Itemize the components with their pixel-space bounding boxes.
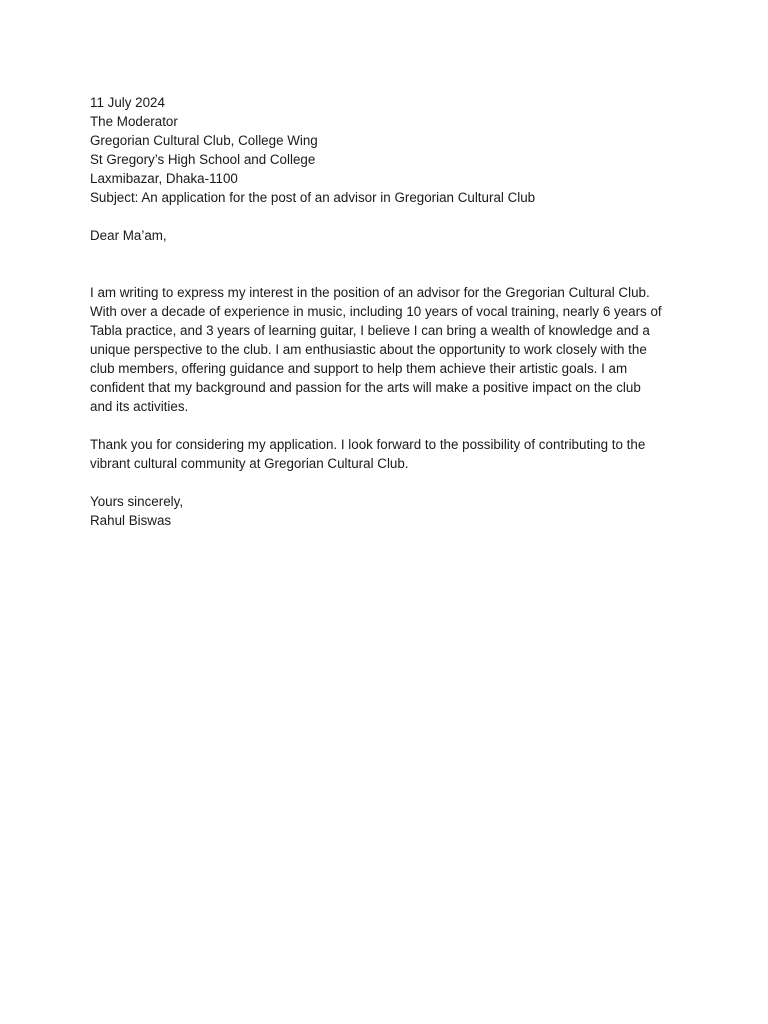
paragraph-line: With over a decade of experience in music, including 10 years of vocal training, nearly 6 years of (90, 304, 662, 319)
signature-name: Rahul Biswas (90, 513, 172, 528)
letter-closing (90, 492, 690, 530)
paragraph-line: Tabla practice, and 3 years of learning guitar, I believe I can bring a wealth of knowledge and a (90, 323, 650, 338)
body-paragraph-1 (90, 283, 690, 416)
paragraph-line: and its activities. (90, 399, 189, 414)
paragraph-line: Thank you for considering my application. I look forward to the possibility of contributing to the (90, 437, 646, 452)
salutation: Dear Ma’am, (90, 228, 167, 243)
letter-body (90, 93, 690, 530)
valediction: Yours sincerely, (90, 494, 184, 509)
letter-subject: Subject: An application for the post of an advisor in Gregorian Cultural Club (90, 190, 536, 205)
letter-header (90, 93, 690, 207)
recipient-title: The Moderator (90, 114, 178, 129)
letter-date: 11 July 2024 (90, 95, 165, 110)
paragraph-line: confident that my background and passion for the arts will make a positive impact on the club (90, 380, 641, 395)
paragraph-line: vibrant cultural community at Gregorian Cultural Club. (90, 456, 409, 471)
body-paragraph-2 (90, 435, 690, 473)
recipient-institution: St Gregory’s High School and College (90, 152, 316, 167)
paragraph-line: I am writing to express my interest in the position of an advisor for the Gregorian Cultural Club. (90, 285, 650, 300)
recipient-address: Laxmibazar, Dhaka-1100 (90, 171, 238, 186)
paragraph-line: unique perspective to the club. I am enthusiastic about the opportunity to work closely with the (90, 342, 647, 357)
recipient-organization: Gregorian Cultural Club, College Wing (90, 133, 318, 148)
paragraph-line: club members, offering guidance and support to help them achieve their artistic goals. I am (90, 361, 628, 376)
